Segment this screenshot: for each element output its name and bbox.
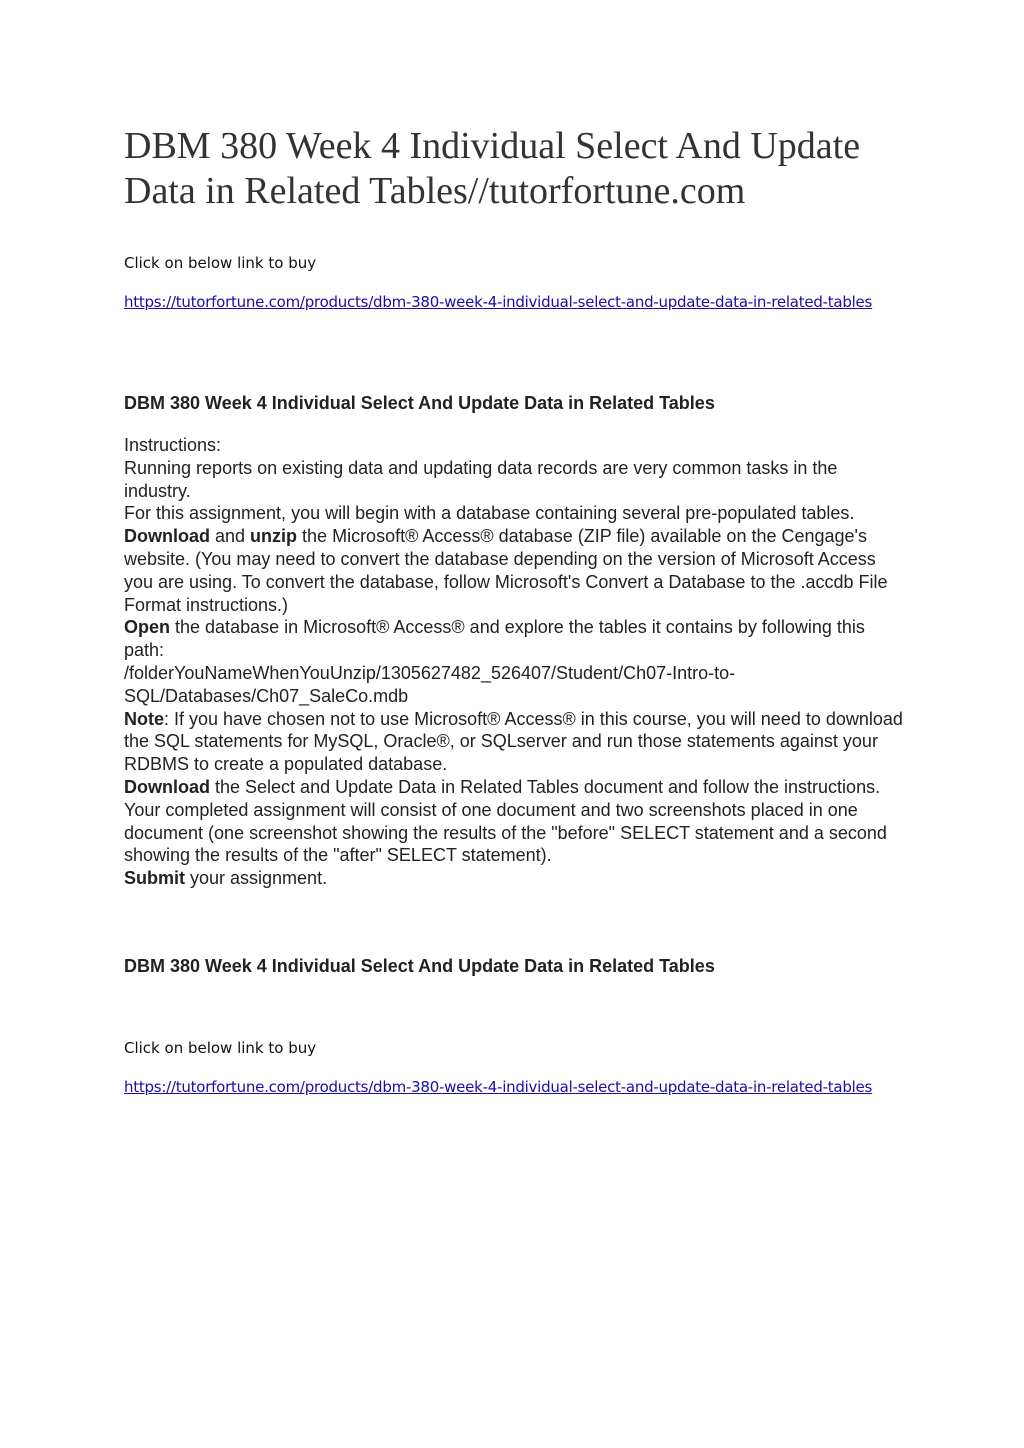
buy-prompt-top: Click on below link to buy [124,254,317,272]
text-open-rest: the database in Microsoft® Access® and explore the tables it contains by following this path: [124,617,865,661]
text-submit-rest: your assignment. [185,868,328,889]
buy-link-bottom[interactable] [124,1075,894,1099]
section-heading-top: DBM 380 Week 4 Individual Select And Update Data in Related Tables [124,393,715,413]
instructions-paragraph: For this assignment, you will begin with a database containing several pre-populated tables. [124,503,855,524]
buy-link-top[interactable] [124,290,894,314]
instructions-paragraph: Running reports on existing data and updating data records are very common tasks in the industry. [124,457,838,501]
instructions-body [124,434,904,890]
buy-link-top-anchor[interactable]: https://tutorfortune.com/products/dbm-380-week-4-individual-select-and-update-data-in-related-tables [124,293,873,311]
instructions-paragraph: Your completed assignment will consist of one document and two screenshots placed in one document (one screenshot showing the results of the "before" SELECT statement and a second showing the results of the "after" SELECT statement). [124,799,887,866]
text-note-rest: : If you have chosen not to use Microsoft® Access® in this course, you will need to download the SQL statements for MySQL, Oracle®, or SQLserver and run those statements against your RDBMS to create a populated database. [124,708,903,775]
bold-note: Note [124,708,164,729]
document-title: DBM 380 Week 4 Individual Select And Update Data in Related Tables//tutorfortune.com [124,125,861,212]
text-and: and [210,526,251,547]
instructions-paragraph [124,776,904,799]
instructions-paragraph [124,616,904,662]
instructions-paragraph [124,867,904,890]
bold-submit: Submit [124,868,185,889]
text-download-rest: the Microsoft® Access® database (ZIP file) available on the Cengage's website. (You may need to convert the database depending on the version of Microsoft Access you are using. To convert the database, follow Microsoft's Convert a Database to the .accdb File Format instructions.) [124,526,888,615]
section-heading-bottom: DBM 380 Week 4 Individual Select And Update Data in Related Tables [124,956,715,976]
bold-open: Open [124,617,171,638]
bold-download: Download [124,526,210,547]
instructions-label: Instructions: [124,435,222,455]
database-path: /folderYouNameWhenYouUnzip/1305627482_526407/Student/Ch07-Intro-to-SQL/Databases/Ch07_SaleCo.mdb [124,662,736,706]
buy-link-bottom-anchor[interactable]: https://tutorfortune.com/products/dbm-380-week-4-individual-select-and-update-data-in-related-tables [124,1078,873,1096]
text-download-doc-rest: the Select and Update Data in Related Tables document and follow the instructions. [210,776,881,797]
buy-prompt-bottom: Click on below link to buy [124,1039,317,1057]
bold-download-doc: Download [124,776,210,797]
instructions-paragraph [124,525,904,616]
bold-unzip: unzip [250,526,298,547]
instructions-paragraph [124,708,904,776]
